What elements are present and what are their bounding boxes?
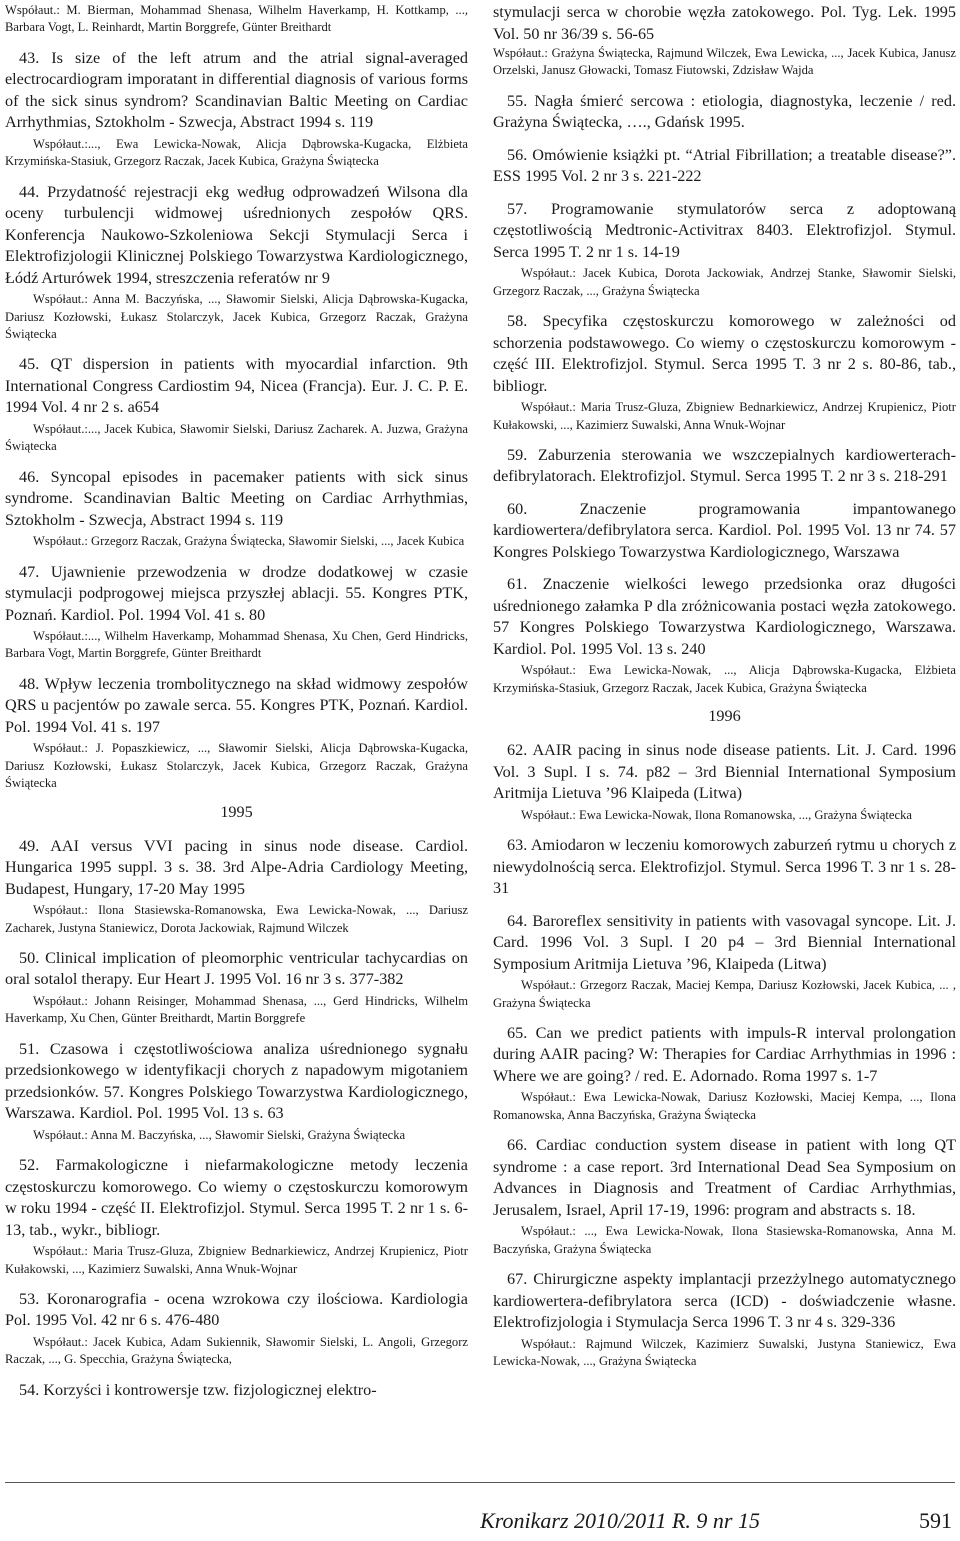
entry-gap — [5, 37, 468, 48]
entry-gap — [493, 434, 956, 445]
entry-citation: 45. QT dispersion in patients with myocardial infarction. 9th International Congress Cardiostim 94, Nicea (Francja). Eur. J. C. P. E. 1994 Vol. 4 nr 2 s. a654 — [5, 355, 468, 417]
entry-gap — [493, 1258, 956, 1269]
entry-gap — [5, 1278, 468, 1289]
entry-citation: 49. AAI versus VVI pacing in sinus node disease. Cardiol. Hungarica 1995 suppl. 3 s. 38. 3rd Alpe-Adria Cardiology Meeting, Budapest, Hungary, 17-20 May 1995 — [5, 836, 468, 898]
entry-coauthors: Współaut.: Jacek Kubica, Dorota Jackowiak, Andrzej Stanke, Sławomir Sielski, Grzegorz Raczak, ..., Grażyna Świątecka — [493, 266, 956, 298]
entry-coauthors: Współaut.:..., Jacek Kubica, Sławomir Sielski, Dariusz Zacharek. A. Juzwa, Grażyna Świątecka — [5, 421, 468, 454]
bibliography-entry — [5, 48, 468, 171]
entry-gap — [493, 900, 956, 911]
entry-citation: 53. Koronarografia - ocena wzrokowa czy ilościowa. Kardiologia Pol. 1995 Vol. 42 nr 6 s. 476-480 — [5, 1289, 468, 1330]
entry-citation: 51. Czasowa i częstotliwościowa analiza uśrednionego sygnału przedsionkowego w identyfikacji chorych z napadowym migotaniem przedsionków. 57. Kongres Polskiego Towarzystwa Kardiologicznego, Warszawa. Kardiol. Pol. 1995 Vol. 13 s. 63 — [5, 1039, 468, 1123]
entry-coauthors: Współaut.: Ewa Lewicka-Nowak, Dariusz Kozłowski, Maciej Kempa, ..., Ilona Romanowska, Anna Baczyńska, Grażyna Świątecka — [493, 1090, 956, 1122]
entry-citation: 67. Chirurgiczne aspekty implantacji przezżylnego automatycznego kardiowertera-defibrylatora serca (ICD) - doświadczenie własne. Elektrofizjologia i Stymulacja Serca 1996 T. 3 nr 4 s. 329-336 — [493, 1270, 956, 1332]
entry-citation: 47. Ujawnienie przewodzenia w drodze dodatkowej w czasie stymulacji podprogowej miejsca przyszłej ablacji. 55. Kongres PTK, Poznań. Kardiol. Pol. 1994 Vol. 41 s. 80 — [5, 562, 468, 624]
bibliography-entry — [5, 948, 468, 1028]
entry-citation: 61. Znaczenie wielkości lewego przedsionka oraz długości uśrednionego załamka P dla zróżnicowania postaci węzła zatokowego. 57 Kongres Polskiego Towarzystwa Kardiologicznego, Warszawa. Kardiol. Pol. 1995 Vol. 13 s. 240 — [493, 575, 956, 658]
entry-citation: 46. Syncopal episodes in pacemaker patients with sick sinus syndrome. Scandinavian Baltic Meeting on Cardiac Arrhythmias, Sztokholm - Szwecja, Abstract 1994 s. 119 — [5, 467, 468, 529]
left-column — [5, 2, 468, 1401]
entry-coauthors: Współaut.:..., Ewa Lewicka-Nowak, Alicja Dąbrowska-Kugacka, Elżbieta Krzymińska-Stasiuk, Grzegorz Raczak, Jacek Kubica, Grażyna Świątecka — [5, 136, 468, 169]
entry-coauthors: Współaut.: Grażyna Świątecka, Rajmund Wilczek, Ewa Lewicka, ..., Jacek Kubica, Janusz Orzelski, Janusz Głowacki, Tomasz Fiutowski, Zdzisław Wajda — [493, 46, 956, 78]
entry-gap — [493, 1012, 956, 1023]
entry-gap — [5, 1028, 468, 1039]
entry-citation: 44. Przydatność rejestracji ekg według odprowadzeń Wilsona dla oceny turbulencji widmowej uśrednionych zespołów QRS. Konferencja Naukowo-Szkoleniowa Sekcji Stymulacji Serca i Elektrofizjologii Klinicznej Polskiego Towarzystwa Kardiologicznego, Łódź Arturówek 1994, streszczenia referatów nr 9 — [5, 182, 468, 287]
entry-citation: 64. Baroreflex sensitivity in patients with vasovagal syncope. Lit. J. Card. 1996 Vol. 3 Supl. I 20 p4 – 3rd Biennial International Symposium Aritmija Lietuva ’96, Klaipeda (Litwa) — [493, 911, 956, 973]
entry-citation: 54. Korzyści i kontrowersje tzw. fizjologicznej elektro- — [19, 1380, 377, 1399]
right-column — [493, 2, 956, 1370]
bibliography-entry — [5, 2, 468, 37]
page-number: 591 — [919, 1508, 952, 1533]
entry-gap — [5, 551, 468, 562]
bibliography-entry — [5, 836, 468, 937]
entry-gap — [5, 171, 468, 182]
entry-citation: 55. Nagła śmierć sercowa : etiologia, diagnostyka, leczenie / red. Grażyna Świątecka, …., Gdańsk 1995. — [493, 91, 956, 132]
bibliography-entry — [493, 311, 956, 434]
entry-coauthors: Współaut.: Anna M. Baczyńska, ..., Sławomir Sielski, Alicja Dąbrowska-Kugacka, Dariusz Kozłowski, Łukasz Stolarczyk, Jacek Kubica, Grzegorz Raczak, Grażyna Świątecka — [5, 292, 468, 341]
entry-gap — [5, 663, 468, 674]
entry-coauthors: Współaut.: Ewa Lewicka-Nowak, ..., Alicja Dąbrowska-Kugacka, Elżbieta Krzymińska-Stasiuk, Grzegorz Raczak, Jacek Kubica, Grażyna Świątecka — [493, 663, 956, 695]
entry-gap — [5, 1144, 468, 1155]
entry-citation: 62. AAIR pacing in sinus node disease patients. Lit. J. Card. 1996 Vol. 3 Supl. I s. 74. p82 – 3rd Biennial International Symposium Aritmija Lietuva ’96 Klaipeda (Litwa) — [493, 741, 956, 803]
bibliography-entry — [5, 182, 468, 344]
journal-title: Kronikarz 2010/2011 R. 9 nr 15 — [480, 1508, 760, 1533]
entry-citation: 52. Farmakologiczne i niefarmakologiczne metody leczenia częstoskurczu komorowego. Co wiemy o częstoskurczu komorowym w roku 1994 - część II. Elektrofizjol. Stymul. Serca 1995 T. 2 nr 1 s. 6-13, tab., wykr., bibliogr. — [5, 1156, 468, 1239]
entry-gap — [493, 188, 956, 199]
entry-coauthors: Współaut.: Maria Trusz-Gluza, Zbigniew Bednarkiewicz, Andrzej Krupienicz, Piotr Kułakowski, ..., Kazimierz Suwalski, Anna Wnuk-Wojnar — [5, 1244, 468, 1276]
entry-gap — [493, 1124, 956, 1135]
bibliography-entry — [493, 835, 956, 900]
bibliography-entry — [5, 467, 468, 551]
entry-citation: 63. Amiodaron w leczeniu komorowych zaburzeń rytmu u chorych z niewydolnością serca. Elektrofizjol. Stymul. Serca 1996 T. 3 nr 1 s. 28-31 — [493, 836, 956, 898]
bibliography-entry — [493, 1135, 956, 1258]
bibliography-entry — [493, 574, 956, 697]
entry-citation: 58. Specyfika częstoskurczu komorowego w zależności od schorzenia podstawowego. Co wiemy o częstoskurczu komorowym - część III. Elektrofizjol. Stymul. Serca 1995 T. 3 nr 2 s. 80-86, tab., bibliogr. — [493, 312, 956, 395]
footer-rule — [5, 1482, 955, 1483]
entry-coauthors: Współaut.:..., Wilhelm Haverkamp, Mohammad Shenasa, Xu Chen, Gerd Hindricks, Barbara Vogt, Martin Borggrefe, Günter Breithardt — [5, 629, 468, 661]
year-heading: 1995 — [220, 802, 253, 821]
entry-coauthors: Współaut.: Grzegorz Raczak, Grażyna Świątecka, Sławomir Sielski, ..., Jacek Kubica — [33, 534, 465, 549]
bibliography-entry — [493, 145, 956, 188]
entry-citation: 48. Wpływ leczenia trombolitycznego na skład widmowy zespołów QRS u pacjentów po zawale serca. 55. Kongres PTK, Poznań. Kardiol. Pol. 1994 Vol. 41 s. 197 — [5, 674, 468, 736]
entry-gap — [493, 134, 956, 145]
entry-citation: 50. Clinical implication of pleomorphic ventricular tachycardias on oral sotalol therapy. Eur Heart J. 1995 Vol. 16 nr 3 s. 377-382 — [5, 948, 468, 989]
entry-coauthors: Współaut.: Johann Reisinger, Mohammad Shenasa, ..., Gerd Hindricks, Wilhelm Haverkamp, Xu Chen, Günter Breithardt, Martin Borggrefe — [5, 993, 468, 1026]
bibliography-entry — [5, 1155, 468, 1278]
entry-coauthors: Współaut.: Anna M. Baczyńska, ..., Sławomir Sielski, Grażyna Świątecka — [33, 1127, 406, 1142]
entry-gap — [493, 488, 956, 499]
entry-coauthors: Współaut.: ..., Ewa Lewicka-Nowak, Ilona Stasiewska-Romanowska, Anna M. Baczyńska, Grażyna Świątecka — [493, 1224, 956, 1256]
entry-citation: 59. Zaburzenia sterowania we wszczepialnych kardiowerterach-defibrylatorach. Elektrofizjol. Stymul. Serca 1995 T. 2 nr 3 s. 218-291 — [493, 445, 956, 486]
page-footer — [0, 1482, 960, 1541]
entry-coauthors: Współaut.: M. Bierman, Mohammad Shenasa, Wilhelm Haverkamp, H. Kottkamp, ..., Barbara Vogt, L. Reinhardt, Martin Borggrefe, Günter Breithardt — [5, 3, 468, 35]
entry-gap — [5, 937, 468, 948]
entry-gap — [5, 456, 468, 467]
entry-citation: 66. Cardiac conduction system disease in patient with long QT syndrome : a case report. 3rd International Dead Sea Symposium on Advances in Diagnosis and Treatment of Cardiac Arrhythmias, Jerusalem, Israel, April 17-19, 1996: program and abstracts s. 18. — [493, 1136, 956, 1219]
entry-gap — [5, 1369, 468, 1380]
entry-coauthors: Współaut.: Rajmund Wilczek, Kazimierz Suwalski, Justyna Staniewicz, Ewa Lewicka-Nowak, ..., Grażyna Świątecka — [493, 1336, 956, 1368]
entry-gap — [493, 824, 956, 835]
entry-coauthors: Współaut.: Jacek Kubica, Adam Sukiennik, Sławomir Sielski, L. Angoli, Grzegorz Raczak, ..., G. Specchia, Grażyna Świątecka, — [5, 1334, 468, 1367]
bibliography-entry — [493, 1023, 956, 1124]
entry-coauthors: Współaut.: Grzegorz Raczak, Maciej Kempa, Dariusz Kozłowski, Jacek Kubica, ... , Grażyna Świątecka — [493, 978, 956, 1010]
entry-coauthors: Współaut.: J. Popaszkiewicz, ..., Sławomir Sielski, Alicja Dąbrowska-Kugacka, Dariusz Kozłowski, Łukasz Stolarczyk, Jacek Kubica, Grzegorz Raczak, Grażyna Świątecka — [5, 741, 468, 791]
entry-citation: 60. Znaczenie programowania impantowanego kardiowertera/defibrylatora serca. Kardiol. Pol. 1995 Vol. 13 nr 74. 57 Kongres Polskiego Towarzystwa Kardiologicznego, Warszawa — [493, 499, 956, 561]
bibliography-entry — [5, 562, 468, 663]
entry-gap — [5, 343, 468, 354]
bibliography-entry — [5, 674, 468, 793]
bibliography-entry — [493, 911, 956, 1012]
bibliography-entry — [5, 354, 468, 455]
entry-coauthors: Współaut.: Ewa Lewicka-Nowak, Ilona Romanowska, ..., Grażyna Świątecka — [521, 807, 912, 822]
bibliography-entry — [493, 499, 956, 564]
entry-coauthors: Współaut.: Maria Trusz-Gluza, Zbigniew Bednarkiewicz, Andrzej Krupienicz, Piotr Kułakowski, ..., Kazimierz Suwalski, Anna Wnuk-Wojnar — [493, 400, 956, 432]
year-heading: 1996 — [708, 707, 741, 726]
entry-gap — [493, 563, 956, 574]
entry-gap — [493, 80, 956, 91]
bibliography-entry — [493, 1269, 956, 1370]
entry-gap — [493, 300, 956, 311]
bibliography-entry — [493, 740, 956, 824]
bibliography-entry — [493, 445, 956, 488]
bibliography-entry — [5, 1039, 468, 1144]
bibliography-entry — [5, 1380, 468, 1402]
bibliography-entry — [493, 199, 956, 300]
entry-citation: 56. Omówienie książki pt. “Atrial Fibrillation; a treatable disease?”. ESS 1995 Vol. 2 nr 3 s. 221-222 — [493, 145, 956, 186]
entry-citation: 65. Can we predict patients with impuls-R interval prolongation during AAIR pacing? W: Therapies for Cardiac Arrhythmias in 1996 : Where we are going? / red. E. Adornado. Roma 1997 s. 1-7 — [493, 1023, 956, 1085]
entry-citation: stymulacji serca w chorobie węzła zatokowego. Pol. Tyg. Lek. 1995 Vol. 50 nr 36/39 s. 56-65 — [493, 3, 956, 43]
bibliography-entry — [493, 91, 956, 134]
bibliography-entry — [493, 2, 956, 80]
entry-citation: 57. Programowanie stymulatorów serca z adoptowaną częstotliwością Medtronic-Activitrax 8403. Elektrofizjol. Stymul. Serca 1995 T. 2 nr 1 s. 14-19 — [493, 199, 956, 261]
bibliography-entry — [5, 1289, 468, 1369]
entry-citation: 43. Is size of the left atrum and the atrial signal-averaged electrocardiogram imporatant in differential diagnosis of various forms of the sick sinus syndrom? Scandinavian Baltic Meeting on Cardiac Arrhythmias, Sztokholm - Szwecja, Abstract 1994 s. 119 — [5, 48, 468, 132]
entry-coauthors: Współaut.: Ilona Stasiewska-Romanowska, Ewa Lewicka-Nowak, ..., Dariusz Zacharek, Justyna Staniewicz, Dorota Jackowiak, Rajmund Wilczek — [5, 903, 468, 935]
